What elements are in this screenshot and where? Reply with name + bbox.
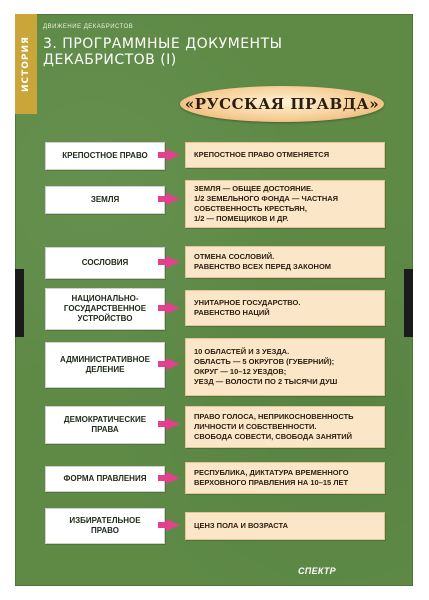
edge-tab-left (15, 269, 24, 337)
row-label-land: ЗЕМЛЯ (45, 186, 165, 214)
subject-label: ИСТОРИЯ (21, 36, 31, 92)
section-subhead: ДВИЖЕНИЕ ДЕКАБРИСТОВ (43, 24, 134, 30)
arrow-icon (166, 358, 180, 370)
row-value-serfdom: КРЕПОСТНОЕ ПРАВО ОТМЕНЯЕТСЯ (185, 142, 385, 168)
publisher-logo: СПЕКТР (298, 566, 336, 576)
arrow-icon (166, 519, 180, 531)
row-value-democratic-rights: ПРАВО ГОЛОСА, НЕПРИКОСНОВЕННОСТЬ ЛИЧНОСТИ И СОБСТВЕННОСТИ. СВОБОДА СОВЕСТИ, СВОБОДА ЗАНЯТИЙ (185, 406, 385, 448)
row-label-serfdom: КРЕПОСТНОЕ ПРАВО (45, 142, 165, 170)
subject-strip (15, 14, 37, 114)
row-value-government-form: РЕСПУБЛИКА, ДИКТАТУРА ВРЕМЕННОГО ВЕРХОВНОГО ПРАВЛЕНИЯ НА 10–15 ЛЕТ (185, 462, 385, 494)
row-label-estates: СОСЛОВИЯ (45, 247, 165, 279)
row-label-government-form: ФОРМА ПРАВЛЕНИЯ (45, 466, 165, 492)
arrow-icon (166, 418, 180, 430)
arrow-icon (166, 149, 180, 161)
row-value-land: ЗЕМЛЯ — ОБЩЕЕ ДОСТОЯНИЕ. 1/2 ЗЕМЕЛЬНОГО ФОНДА — ЧАСТНАЯ СОБСТВЕННОСТЬ КРЕСТЬЯН, 1/2 — ПОМЕЩИКОВ И ДР. (185, 180, 385, 228)
row-value-state-structure: УНИТАРНОЕ ГОСУДАРСТВО. РАВЕНСТВО НАЦИЙ (185, 290, 385, 326)
arrow-icon (166, 472, 180, 484)
document-title-oval (180, 86, 384, 122)
edge-tab-right (404, 269, 413, 337)
row-label-democratic-rights: ДЕМОКРАТИЧЕСКИЕ ПРАВА (45, 406, 165, 444)
arrow-icon (166, 256, 180, 268)
row-label-suffrage: ИЗБИРАТЕЛЬНОЕ ПРАВО (45, 508, 165, 544)
page-title: 3. ПРОГРАММНЫЕ ДОКУМЕНТЫ ДЕКАБРИСТОВ (I) (43, 36, 283, 68)
document-title: «РУССКАЯ ПРАВДА» (184, 95, 380, 113)
arrow-icon (166, 193, 180, 205)
row-label-administrative: АДМИНИСТРАТИВНОЕ ДЕЛЕНИЕ (45, 342, 165, 388)
arrow-icon (166, 302, 180, 314)
poster (15, 14, 413, 586)
row-label-state-structure: НАЦИОНАЛЬНО- ГОСУДАРСТВЕННОЕ УСТРОЙСТВО (45, 288, 165, 330)
row-value-suffrage: ЦЕНЗ ПОЛА И ВОЗРАСТА (185, 512, 385, 540)
row-value-administrative: 10 ОБЛАСТЕЙ И 3 УЕЗДА. ОБЛАСТЬ — 5 ОКРУГОВ (ГУБЕРНИЙ); ОКРУГ — 10–12 УЕЗДОВ; УЕЗД — ВОЛОСТИ ПО 2 ТЫСЯЧИ ДУШ (185, 338, 385, 396)
row-value-estates: ОТМЕНА СОСЛОВИЙ. РАВЕНСТВО ВСЕХ ПЕРЕД ЗАКОНОМ (185, 246, 385, 278)
